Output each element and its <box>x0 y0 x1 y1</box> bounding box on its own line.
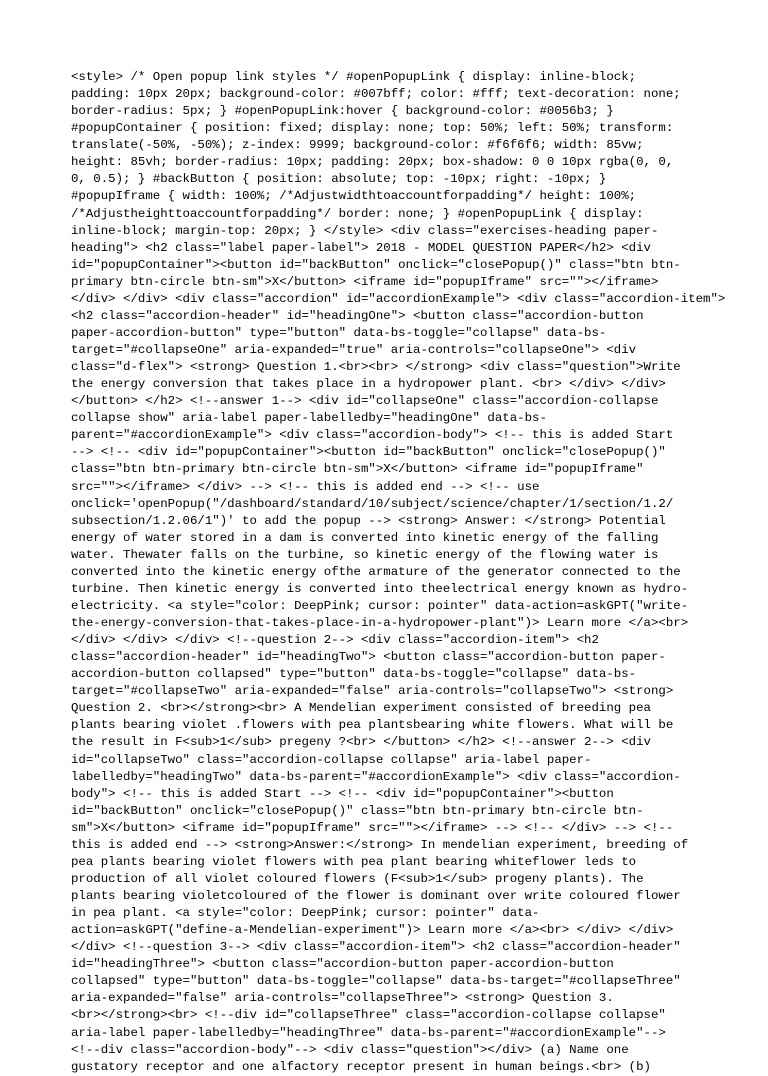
text-line: <h2 class="accordion-header" id="headingOne"> <button class="accordion-button <box>71 308 644 323</box>
text-line: production of all violet coloured flowers (F<sub>1</sub> progeny plants). The <box>71 871 644 886</box>
text-line: plants bearing violetcoloured of the flower is dominant over write coloured flower <box>71 889 681 903</box>
text-line: id="backButton" onclick="closePopup()" class="btn btn-primary btn-circle btn- <box>71 803 644 818</box>
text-line: target="#collapseTwo" aria-expanded="false" aria-controls="collapseTwo"> <strong> <box>71 684 674 699</box>
text-line: onclick='openPopup("/dashboard/standard/10/subject/science/chapter/1/section/1.2/ <box>71 496 674 511</box>
text-line: src=""></iframe> </div> --> <!-- this is added end --> <!-- use <box>71 479 540 494</box>
text-line: gustatory receptor and one alfactory receptor present in human beings.<br> (b) <box>71 1059 651 1074</box>
text-line: id="popupContainer"><button id="backButton" onclick="closePopup()" class="btn btn- <box>71 257 681 272</box>
text-line: converted into the kinetic energy ofthe armature of the generator connected to the <box>71 564 681 579</box>
text-line: Question 2. <br></strong><br> A Mendelian experiment consisted of breeding pea <box>71 701 651 716</box>
text-line: heading"> <h2 class="label paper-label"> 2018 - MODEL QUESTION PAPER</h2> <div <box>71 240 651 255</box>
text-line: id="collapseTwo" class="accordion-collapse collapse" aria-label paper- <box>71 752 592 767</box>
text-line: primary btn-circle btn-sm">X</button> <iframe id="popupIframe" src=""></iframe> <box>71 274 659 289</box>
text-line: body"> <!-- this is added Start --> <!-- <div id="popupContainer"><button <box>71 786 614 801</box>
text-line: pea plants bearing violet flowers with pea plant bearing whiteflower leds to <box>71 854 637 869</box>
text-line: id="headingThree"> <button class="accordion-button paper-accordion-button <box>71 957 614 972</box>
document-page <box>71 69 726 1076</box>
text-line: class="btn btn-primary btn-circle btn-sm">X</button> <iframe id="popupIframe" <box>71 462 644 477</box>
text-line: <br></strong><br> <!--div id="collapseThree" class="accordion-collapse collapse" <box>71 1008 666 1023</box>
text-line: plants bearing violet .flowers with pea plantsbearing white flowers. What will be <box>71 718 674 733</box>
text-line: parent="#accordionExample"> <div class="accordion-body"> <!-- this is added Start <box>71 428 674 443</box>
text-line: the-energy-conversion-that-takes-place-in-a-hydropower-plant")> Learn more </a><br> <box>71 616 689 630</box>
text-line: class="d-flex"> <strong> Question 1.<br><br> </strong> <div class="question">Write <box>71 360 681 375</box>
text-line: 0, 0.5); } #backButton { position: absolute; top: -10px; right: -10px; } <box>71 172 607 187</box>
text-line: this is added end --> <strong>Answer:</strong> In mendelian experiment, breeding of <box>71 837 689 852</box>
text-line: the energy conversion that takes place in a hydropower plant. <br> </div> </div> <box>71 377 666 392</box>
text-line: #popupContainer { position: fixed; display: none; top: 50%; left: 50%; transform: <box>71 121 674 136</box>
text-line: inline-block; margin-top: 20px; } </style> <div class="exercises-heading paper- <box>71 223 659 238</box>
text-line: aria-expanded="false" aria-controls="collapseThree"> <strong> Question 3. <box>71 991 614 1006</box>
text-line: aria-label paper-labelledby="headingThree" data-bs-parent="#accordionExample"--> <box>71 1025 666 1040</box>
text-line: /*Adjustheighttoaccountforpadding*/ border: none; } #openPopupLink { display: <box>71 206 644 221</box>
text-line: padding: 10px 20px; background-color: #007bff; color: #fff; text-decoration: none; <box>71 87 681 102</box>
text-line: </div> </div> </div> <!--question 2--> <div class="accordion-item"> <h2 <box>71 633 599 648</box>
text-line: turbine. Then kinetic energy is converted into theelectrical energy known as hydro- <box>71 581 689 596</box>
text-line: <!--div class="accordion-body"--> <div class="question"></div> (a) Name one <box>71 1042 629 1057</box>
text-line: </div> </div> <div class="accordion" id="accordionExample"> <div class="accordion-item"> <box>71 291 726 306</box>
text-line: border-radius: 5px; } #openPopupLink:hover { background-color: #0056b3; } <box>71 104 614 119</box>
text-line: </div> <!--question 3--> <div class="accordion-item"> <h2 class="accordion-header" <box>71 940 681 955</box>
text-line: the result in F<sub>1</sub> pregeny ?<br> </button> </h2> <!--answer 2--> <div <box>71 735 651 750</box>
text-line: in pea plant. <a style="color: DeepPink; cursor: pointer" data- <box>71 906 540 921</box>
text-line: electricity. <a style="color: DeepPink; cursor: pointer" data-action=askGPT("write- <box>71 598 689 613</box>
text-line: sm">X</button> <iframe id="popupIframe" src=""></iframe> --> <!-- </div> --> <!-- <box>71 820 674 835</box>
text-line: collapse show" aria-label paper-labelledby="headingOne" data-bs- <box>71 411 547 426</box>
text-line: accordion-button collapsed" type="button" data-bs-toggle="collapse" data-bs- <box>71 667 637 682</box>
text-line: --> <!-- <div id="popupContainer"><button id="backButton" onclick="closePopup()" <box>71 445 666 460</box>
text-line: subsection/1.2.06/1")' to add the popup --> <strong> Answer: </strong> Potential <box>71 513 666 528</box>
text-line: target="#collapseOne" aria-expanded="true" aria-controls="collapseOne"> <div <box>71 343 637 357</box>
text-line: </button> </h2> <!--answer 1--> <div id="collapseOne" class="accordion-collapse <box>71 394 659 409</box>
text-line: paper-accordion-button" type="button" data-bs-toggle="collapse" data-bs- <box>71 325 607 340</box>
text-line: height: 85vh; border-radius: 10px; padding: 20px; box-shadow: 0 0 10px rgba(0, 0, <box>71 155 674 170</box>
text-line: water. Thewater falls on the turbine, so kinetic energy of the flowing water is <box>71 547 659 562</box>
text-line: #popupIframe { width: 100%; /*Adjustwidthtoaccountforpadding*/ height: 100%; <box>71 189 637 204</box>
text-line: action=askGPT("define-a-Mendelian-experiment")> Learn more </a><br> </div> </div> <box>71 923 674 938</box>
text-line: collapsed" type="button" data-bs-toggle="collapse" data-bs-target="#collapseThree" <box>71 974 681 989</box>
text-line: translate(-50%, -50%); z-index: 9999; background-color: #f6f6f6; width: 85vw; <box>71 138 644 153</box>
text-line: class="accordion-header" id="headingTwo"> <button class="accordion-button paper- <box>71 650 666 665</box>
text-line: <style> /* Open popup link styles */ #openPopupLink { display: inline-block; <box>71 70 637 84</box>
text-line: energy of water stored in a dam is converted into kinetic energy of the falling <box>71 530 659 545</box>
text-line: labelledby="headingTwo" data-bs-parent="#accordionExample"> <div class="accordion- <box>71 769 681 784</box>
